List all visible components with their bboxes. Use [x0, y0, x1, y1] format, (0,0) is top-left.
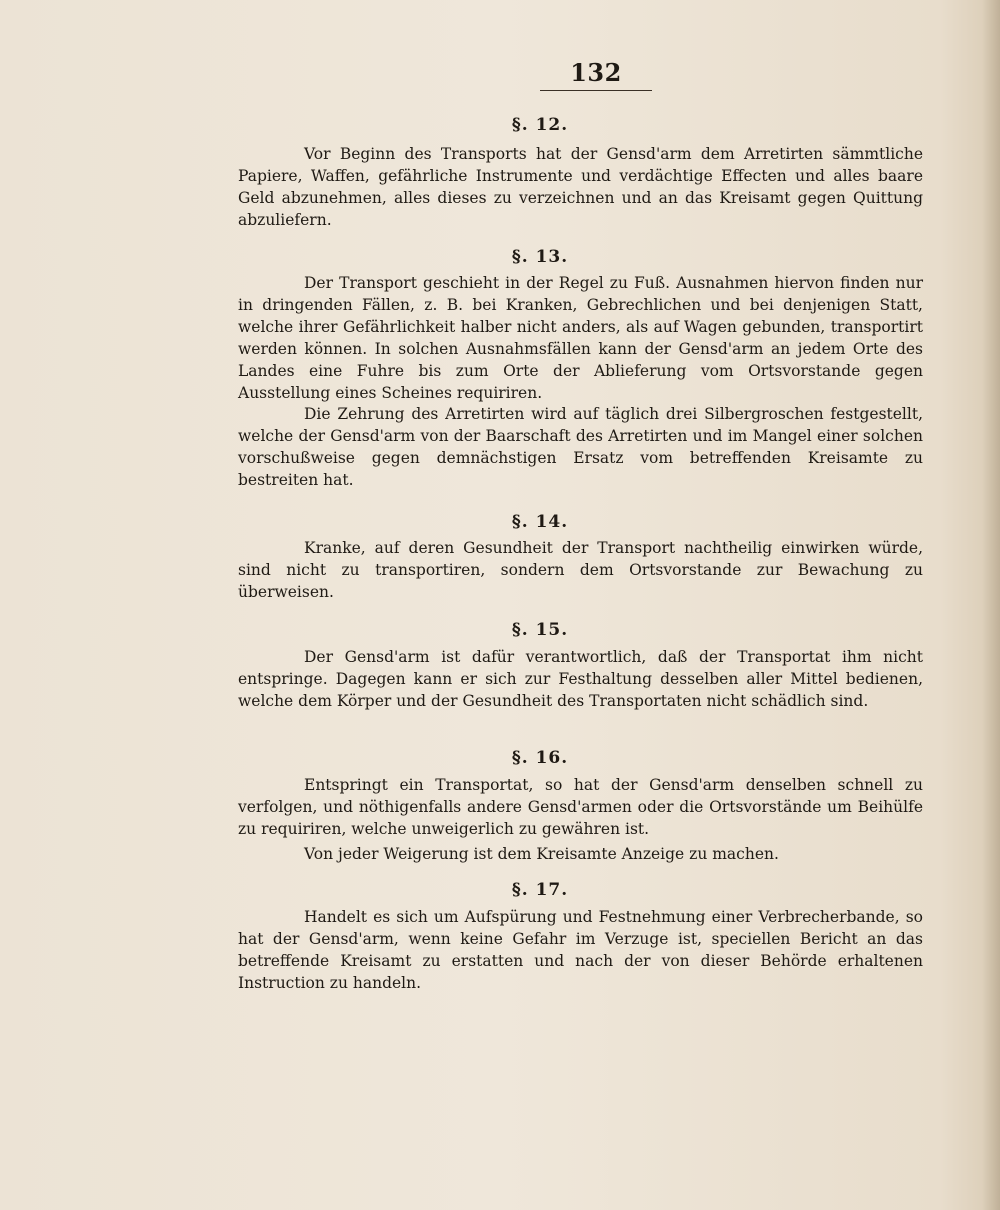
section-heading-14: §. 14. [511, 512, 569, 532]
section-16-paragraph-1: Entspringt ein Transportat, so hat der Gensd'arm denselben schnell zu verfolgen, und nöthigenfalls andere Gensd'armen oder die Ortsvorstände um Beihülfe zu requiriren, welche unweigerlich zu gewähren ist. [238, 776, 923, 838]
section-15-paragraph: Der Gensd'arm ist dafür verantwortlich, daß der Transportat ihm nicht entspringe. Dagegen kann er sich zur Festhaltung desselben aller Mittel bedienen, welche dem Körper und der Gesundheit des Transportaten nicht schädlich sind. [238, 648, 923, 710]
section-13-paragraph-2: Die Zehrung des Arretirten wird auf täglich drei Silbergroschen festgestellt, welche der Gensd'arm von der Baarschaft des Arretirten und im Mangel einer solchen vorschußweise gegen demnächstigen Ersatz vom betreffenden Kreisamte zu bestreiten hat. [238, 405, 923, 489]
page-number: 132 [570, 58, 622, 87]
section-heading-13: §. 13. [511, 247, 569, 267]
section-heading-15: §. 15. [511, 620, 569, 640]
page-edge-shadow [982, 0, 1000, 1210]
section-13-paragraph-1: Der Transport geschieht in der Regel zu Fuß. Ausnahmen hiervon finden nur in dringenden Fällen, z. B. bei Kranken, Gebrechlichen und bei denjenigen Statt, welche ihrer Gefährlichkeit halber nicht anders, als auf Wagen gebunden, transportirt werden können. In solchen Ausnahmsfällen kann der Gensd'arm an jedem Orte des Landes eine Fuhre bis zum Orte der Ablieferung vom Ortsvorstande gegen Ausstellung eines Scheines requiriren. [238, 274, 923, 402]
section-heading-17: §. 17. [511, 880, 569, 900]
section-16-paragraph-2: Von jeder Weigerung ist dem Kreisamte Anzeige zu machen. [304, 845, 779, 863]
section-17-paragraph: Handelt es sich um Aufspürung und Festnehmung einer Verbrecherbande, so hat der Gensd'arm, wenn keine Gefahr im Verzuge ist, speciellen Bericht an das betreffende Kreisamt zu erstatten und nach der von dieser Behörde erhaltenen Instruction zu handeln. [238, 908, 923, 992]
section-heading-12: §. 12. [511, 115, 569, 135]
section-12-paragraph: Vor Beginn des Transports hat der Gensd'arm dem Arretirten sämmtliche Papiere, Waffen, gefährliche Instrumente und verdächtige Effecten und alles baare Geld abzunehmen, alles dieses zu verzeichnen und an das Kreisamt gegen Quittung abzuliefern. [238, 145, 923, 229]
section-heading-16: §. 16. [511, 748, 569, 768]
section-14-paragraph: Kranke, auf deren Gesundheit der Transport nachtheilig einwirken würde, sind nicht zu transportiren, sondern dem Ortsvorstande zur Bewachung zu überweisen. [238, 539, 923, 601]
page-number-rule [540, 90, 652, 91]
